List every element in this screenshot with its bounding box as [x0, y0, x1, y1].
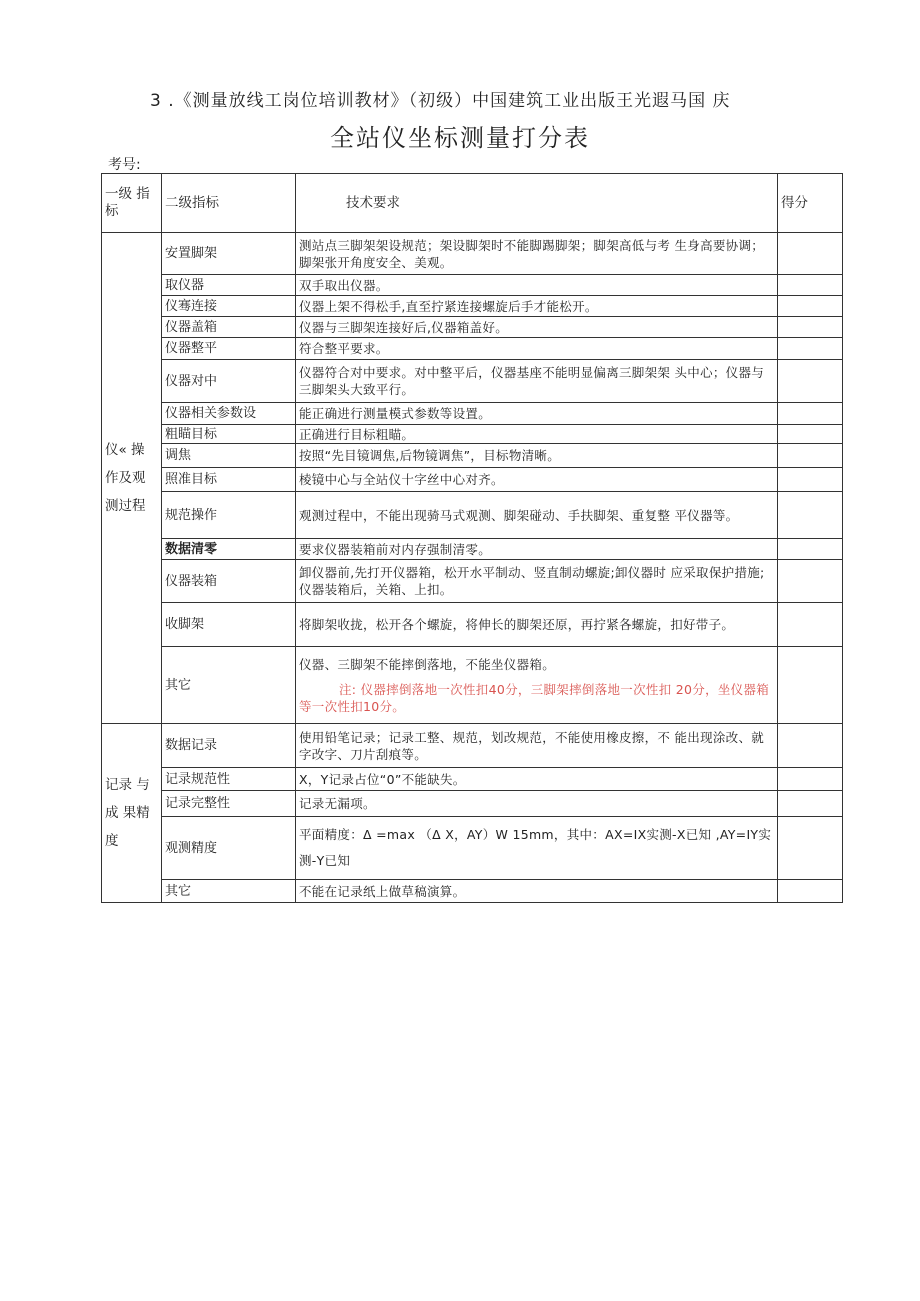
requirement-text: 要求仪器装箱前对内存强制清零。: [296, 539, 778, 560]
group1-name: 仪« 操作及观 测过程: [102, 233, 162, 724]
requirement-text: 按照“先目镜调焦,后物镜调焦”，目标物清晰。: [296, 444, 778, 468]
table-row: [102, 880, 843, 903]
scoring-table: [101, 173, 843, 903]
score-cell[interactable]: [778, 724, 843, 768]
requirement-text: 能正确进行测量模式参数等设置。: [296, 403, 778, 425]
requirement-text: 测站点三脚架架设规范；架设脚架时不能脚踢脚架；脚架高低与考 生身高要协调；脚架张开角度安全、美观。: [296, 233, 778, 275]
table-row: [102, 492, 843, 539]
score-cell[interactable]: [778, 317, 843, 338]
table-row: [102, 444, 843, 468]
table-row: [102, 296, 843, 317]
table-row: [102, 791, 843, 817]
requirement-text: 符合整平要求。: [296, 338, 778, 360]
score-cell[interactable]: [778, 338, 843, 360]
table-row: [102, 647, 843, 724]
score-cell[interactable]: [778, 444, 843, 468]
table-row: [102, 425, 843, 444]
score-cell[interactable]: [778, 768, 843, 791]
score-cell[interactable]: [778, 880, 843, 903]
requirement-cell: [296, 647, 778, 724]
score-cell[interactable]: [778, 560, 843, 603]
table-row: [102, 360, 843, 403]
table-row: [102, 768, 843, 791]
requirement-text: 平面精度：Δ =max （Δ X，AY）W 15mm，其中：AX=IX实测-X已知 ,AY=IY实测-Y已知: [296, 817, 778, 880]
requirement-text: 观测过程中，不能出现骑马式观测、脚架碰动、手扶脚架、重复整 平仪器等。: [296, 492, 778, 539]
item-name: 仪器装箱: [162, 560, 296, 603]
exam-number-label: 考号:: [108, 157, 141, 173]
score-cell[interactable]: [778, 425, 843, 444]
item-name: 仪器对中: [162, 360, 296, 403]
header-level2: 二级指标: [162, 174, 296, 233]
table-row: [102, 539, 843, 560]
table-row: [102, 560, 843, 603]
score-cell[interactable]: [778, 647, 843, 724]
page-title: 全站仪坐标测量打分表: [330, 124, 590, 152]
score-cell[interactable]: [778, 233, 843, 275]
table-row: [102, 275, 843, 296]
table-row: [102, 338, 843, 360]
item-name: 记录规范性: [162, 768, 296, 791]
score-cell[interactable]: [778, 468, 843, 492]
item-name: 收脚架: [162, 603, 296, 647]
item-name: 数据清零: [162, 539, 296, 560]
requirement-text: 仪器、三脚架不能摔倒落地，不能坐仪器箱。: [299, 656, 556, 672]
item-name: 调焦: [162, 444, 296, 468]
score-cell[interactable]: [778, 296, 843, 317]
item-name: 仪骞连接: [162, 296, 296, 317]
item-name: 记录完整性: [162, 791, 296, 817]
score-cell[interactable]: [778, 791, 843, 817]
item-name: 数据记录: [162, 724, 296, 768]
item-name: 取仪器: [162, 275, 296, 296]
table-row: [102, 724, 843, 768]
item-name: 仪器相关参数设: [162, 403, 296, 425]
score-cell[interactable]: [778, 603, 843, 647]
score-cell[interactable]: [778, 817, 843, 880]
reference-line: 3 .《测量放线工岗位培训教材》（初级）中国建筑工业出版王光遐马国 庆: [150, 91, 731, 111]
header-level1: 一级 指标: [102, 174, 162, 233]
header-score: 得分: [778, 174, 843, 233]
item-name: 观测精度: [162, 817, 296, 880]
item-name: 照准目标: [162, 468, 296, 492]
requirement-text: X，Y记录占位“0”不能缺失。: [296, 768, 778, 791]
header-requirement: 技术要求: [296, 174, 778, 233]
table-row: [102, 603, 843, 647]
requirement-text: 卸仪器前,先打开仪器箱，松开水平制动、竖直制动螺旋;卸仪器时 应采取保护措施;仪器装箱后，关箱、上扣。: [296, 560, 778, 603]
requirement-text: 记录无漏项。: [296, 791, 778, 817]
item-name: 规范操作: [162, 492, 296, 539]
table-row: [102, 403, 843, 425]
requirement-text: 正确进行目标粗瞄。: [296, 425, 778, 444]
score-cell[interactable]: [778, 403, 843, 425]
deduction-note: 注: 仪器摔倒落地一次性扣40分，三脚架摔倒落地一次性扣 20分，坐仪器箱等一次性扣10分。: [299, 681, 770, 714]
header-row: [102, 174, 843, 233]
requirement-text: 将脚架收拢，松开各个螺旋，将伸长的脚架还原，再拧紧各螺旋，扣好带子。: [296, 603, 778, 647]
requirement-text: 棱镜中心与全站仪十字丝中心对齐。: [296, 468, 778, 492]
requirement-text: 使用铅笔记录；记录工整、规范，划改规范，不能使用橡皮擦，不 能出现涂改、就字改字、刀片刮痕等。: [296, 724, 778, 768]
item-name: 粗瞄目标: [162, 425, 296, 444]
table-row: [102, 468, 843, 492]
item-name: 安置脚架: [162, 233, 296, 275]
table-row: [102, 317, 843, 338]
item-name: 仪器盖箱: [162, 317, 296, 338]
requirement-text: 仪器上架不得松手,直至拧紧连接螺旋后手才能松开。: [296, 296, 778, 317]
item-name: 仪器整平: [162, 338, 296, 360]
table-row: [102, 233, 843, 275]
requirement-text: 仪器符合对中要求。对中整平后，仪器基座不能明显偏离三脚架架 头中心；仪器与三脚架头大致平行。: [296, 360, 778, 403]
table-row: [102, 817, 843, 880]
score-cell[interactable]: [778, 492, 843, 539]
requirement-text: 双手取出仪器。: [296, 275, 778, 296]
item-name: 其它: [162, 880, 296, 903]
group2-name: 记录 与成 果精度: [102, 724, 162, 903]
score-cell[interactable]: [778, 275, 843, 296]
requirement-text: 仪器与三脚架连接好后,仪器箱盖好。: [296, 317, 778, 338]
item-name: 其它: [162, 647, 296, 724]
requirement-text: 不能在记录纸上做草稿演算。: [296, 880, 778, 903]
score-cell[interactable]: [778, 360, 843, 403]
score-cell[interactable]: [778, 539, 843, 560]
